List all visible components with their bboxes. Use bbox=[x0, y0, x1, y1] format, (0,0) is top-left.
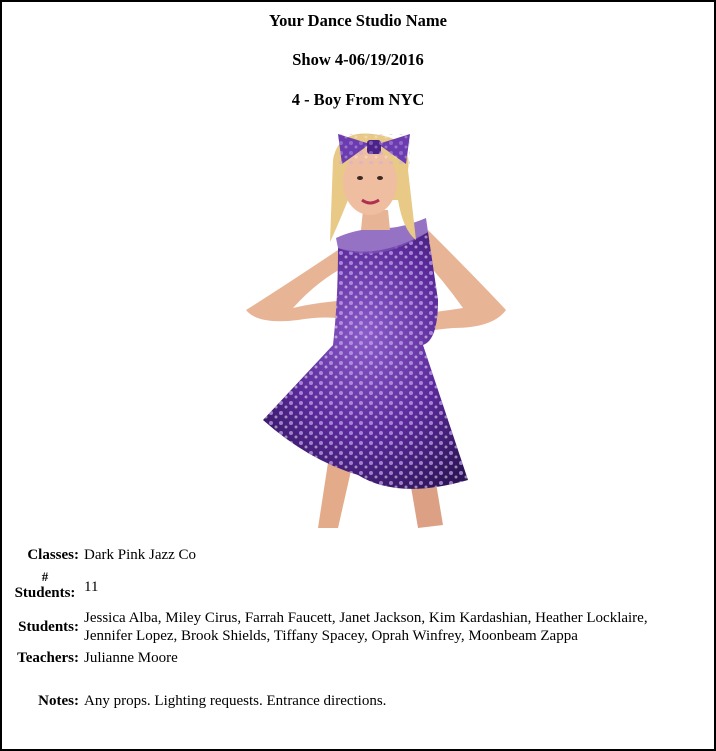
students-value bbox=[84, 609, 704, 645]
student-count-row bbox=[2, 569, 714, 605]
student-count-label bbox=[11, 569, 79, 601]
notes-label: Notes: bbox=[38, 693, 79, 709]
student-count-label-line2: Students: bbox=[14, 585, 76, 601]
classes-value: Dark Pink Jazz Co bbox=[84, 547, 197, 563]
show-title: Show 4-06/19/2016 bbox=[292, 50, 424, 69]
costume-photo bbox=[238, 130, 513, 530]
students-row bbox=[2, 609, 714, 645]
students-line-1: Jessica Alba, Miley Cirus, Farrah Faucett, Janet Jackson, Kim Kardashian, Heather Locklaire, bbox=[84, 610, 648, 626]
routine-title: 4 - Boy From NYC bbox=[291, 90, 425, 109]
students-label: Students: bbox=[18, 619, 79, 635]
student-count-value: 11 bbox=[84, 579, 99, 595]
teachers-label: Teachers: bbox=[17, 650, 79, 666]
studio-name: Your Dance Studio Name bbox=[269, 11, 447, 30]
teachers-value: Julianne Moore bbox=[84, 650, 178, 666]
notes-value: Any props. Lighting requests. Entrance directions. bbox=[84, 693, 387, 709]
students-line-2: Jennifer Lopez, Brook Shields, Tiffany Spacey, Oprah Winfrey, Moonbeam Zappa bbox=[84, 628, 578, 644]
student-count-label-line1: # bbox=[41, 569, 49, 584]
arm-left bbox=[246, 250, 350, 321]
classes-label: Classes: bbox=[27, 547, 79, 563]
